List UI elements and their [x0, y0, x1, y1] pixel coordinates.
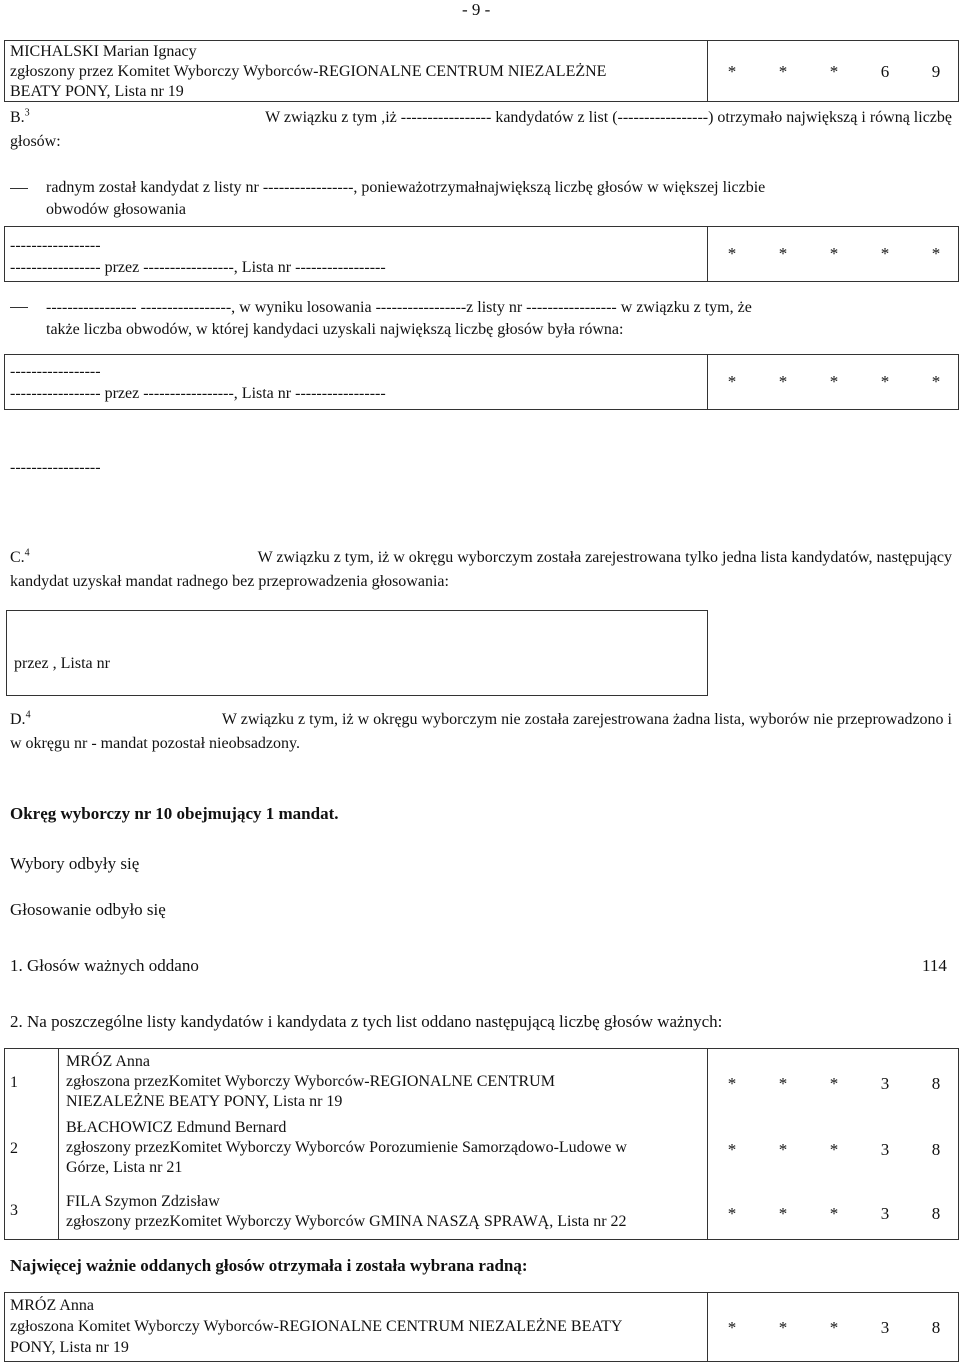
vote-digit: * — [778, 1204, 788, 1223]
vote-digit: * — [931, 372, 941, 391]
section-c-footnote: 4 — [24, 547, 30, 559]
section-b-box2-line2: ----------------- przez -----------------, Lista nr ----------------- — [10, 385, 386, 402]
candidate-name: MRÓZ Anna — [66, 1053, 150, 1070]
vote-digit: * — [829, 1140, 839, 1159]
candidate-number: 1 — [10, 1074, 18, 1091]
vote-digit: * — [778, 244, 788, 263]
vote-digit: * — [727, 1074, 737, 1093]
section-b-box1-line1: ----------------- — [10, 237, 101, 254]
winner-name: MRÓZ Anna — [10, 1297, 94, 1314]
candidate-votes — [722, 1074, 946, 1094]
vote-digit: 3 — [880, 1140, 890, 1159]
per-list-label: 2. Na poszczególne listy kandydatów i kandydata z tych list oddano następującą liczbę głosów ważnych: — [10, 1012, 723, 1031]
vote-digit: 3 — [880, 1318, 890, 1337]
vote-digit: * — [727, 1318, 737, 1337]
vote-digit: * — [829, 1318, 839, 1337]
page-number: - 9 - — [462, 0, 491, 19]
vote-digit: 8 — [931, 1204, 941, 1223]
section-b-line2: głosów: — [10, 133, 61, 150]
top-candidate-name: MICHALSKI Marian Ignacy — [10, 43, 197, 60]
vote-digit: * — [829, 1074, 839, 1093]
bullet-dash — [10, 188, 28, 189]
voting-held: Głosowanie odbyło się — [10, 900, 166, 919]
vote-digit: * — [778, 1318, 788, 1337]
section-b-box1-line2: ----------------- przez -----------------, Lista nr ----------------- — [10, 259, 386, 276]
vote-digit: * — [727, 1140, 737, 1159]
vote-digit: * — [829, 62, 839, 81]
section-d-label: D. — [10, 711, 26, 728]
vote-digit: * — [880, 244, 890, 263]
candidate-name: BŁACHOWICZ Edmund Bernard — [66, 1119, 287, 1136]
section-b-trailing: ----------------- — [10, 459, 101, 476]
vote-digit: * — [829, 372, 839, 391]
vote-digit: * — [727, 372, 737, 391]
vote-digit: 6 — [880, 62, 890, 81]
section-d-line1 — [10, 710, 952, 730]
vote-digit: * — [880, 372, 890, 391]
vote-digit: 9 — [931, 62, 941, 81]
top-candidate-votes — [722, 62, 946, 82]
district-heading: Okręg wyborczy nr 10 obejmujący 1 mandat. — [10, 804, 339, 823]
candidate-name: FILA Szymon Zdzisław — [66, 1193, 220, 1210]
section-b-text: W związku z tym ,iż ----------------- kandydatów z list (-----------------) otrzymało największą i równą liczbę — [265, 109, 952, 126]
candidate-votes — [722, 1140, 946, 1160]
vote-digit: * — [727, 62, 737, 81]
top-candidate-committee: zgłoszony przez Komitet Wyborczy Wyborców-REGIONALNE CENTRUM NIEZALEŻNE — [10, 63, 607, 80]
top-candidate-list: BEATY PONY, Lista nr 19 — [10, 83, 184, 100]
section-c-box-text: przez , Lista nr — [14, 655, 110, 672]
candidate-number: 3 — [10, 1202, 18, 1219]
candidate-committee: zgłoszony przezKomitet Wyborczy Wyborców Porozumienie Samorządowo-Ludowe w — [66, 1139, 627, 1156]
section-b-item2-line1: ----------------- -----------------, w wyniku losowania -----------------z listy nr ----------------- w związku z tym, że — [46, 299, 752, 316]
section-b-label: B. — [10, 109, 25, 126]
vote-digit: * — [829, 244, 839, 263]
winner-committee: zgłoszona Komitet Wyborczy Wyborców-REGIONALNE CENTRUM NIEZALEŻNE BEATY — [10, 1318, 623, 1335]
section-b-item2-line2: także liczba obwodów, w której kandydaci uzyskali największą liczbę głosów była równa: — [46, 321, 624, 338]
vote-digit: 8 — [931, 1318, 941, 1337]
candidate-number: 2 — [10, 1140, 18, 1157]
section-c-line2: kandydat uzyskał mandat radnego bez przeprowadzenia głosowania: — [10, 573, 449, 590]
section-c-text: W związku z tym, iż w okręgu wyborczym została zarejestrowana tylko jedna lista kandydatów, następujący — [257, 549, 952, 566]
vote-digit: * — [778, 372, 788, 391]
candidates-number-divider — [58, 1048, 59, 1240]
candidate-votes — [722, 1204, 946, 1224]
winner-votes — [722, 1318, 946, 1338]
section-c-label: C. — [10, 549, 25, 566]
vote-digit: * — [727, 244, 737, 263]
valid-votes-value: 114 — [922, 956, 947, 975]
section-c-box — [6, 610, 708, 696]
vote-digit: * — [931, 244, 941, 263]
section-b-box2-line1: ----------------- — [10, 363, 101, 380]
vote-digit: * — [778, 1140, 788, 1159]
section-b-item1-line2: obwodów głosowania — [46, 201, 186, 218]
section-b-box1-votes-digits — [722, 244, 946, 264]
section-b-box2-votes-digits — [722, 372, 946, 392]
winner-heading: Najwięcej ważnie oddanych głosów otrzymała i została wybrana radną: — [10, 1256, 528, 1275]
vote-digit: * — [778, 1074, 788, 1093]
bullet-dash — [10, 307, 28, 308]
vote-digit: 8 — [931, 1140, 941, 1159]
candidate-list: NIEZALEŻNE BEATY PONY, Lista nr 19 — [66, 1093, 343, 1110]
vote-digit: 3 — [880, 1074, 890, 1093]
winner-list: PONY, Lista nr 19 — [10, 1339, 129, 1356]
section-b-line1 — [10, 108, 952, 128]
candidate-list: Górze, Lista nr 21 — [66, 1159, 183, 1176]
elections-held: Wybory odbyły się — [10, 854, 140, 873]
section-c-line1 — [10, 548, 952, 568]
vote-digit: * — [727, 1204, 737, 1223]
section-b-footnote: 3 — [24, 107, 30, 119]
vote-digit: * — [778, 62, 788, 81]
vote-digit: 8 — [931, 1074, 941, 1093]
vote-digit: 3 — [880, 1204, 890, 1223]
section-d-line2: w okręgu nr - mandat pozostał nieobsadzony. — [10, 735, 300, 752]
valid-votes-label: 1. Głosów ważnych oddano — [10, 956, 199, 975]
candidate-committee: zgłoszony przezKomitet Wyborczy Wyborców GMINA NASZĄ SPRAWĄ, Lista nr 22 — [66, 1213, 627, 1230]
section-d-footnote: 4 — [25, 709, 31, 721]
vote-digit: * — [829, 1204, 839, 1223]
candidate-committee: zgłoszona przezKomitet Wyborczy Wyborców-REGIONALNE CENTRUM — [66, 1073, 555, 1090]
section-d-text: W związku z tym, iż w okręgu wyborczym nie została zarejestrowana żadna lista, wyborów nie przeprowadzono i — [221, 711, 952, 728]
section-b-item1-line1: radnym został kandydat z listy nr -----------------, ponieważotrzymałnajwiększą liczbę głosów w większej liczbie — [46, 179, 766, 196]
